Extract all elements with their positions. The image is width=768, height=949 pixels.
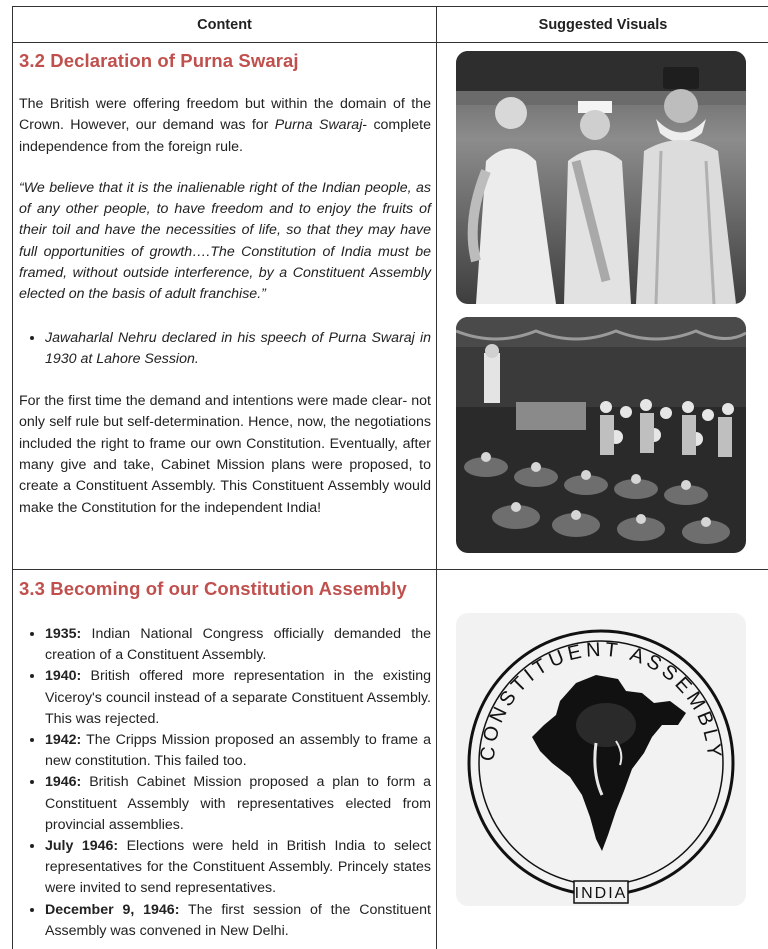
timeline-item: • December 9, 1946: The first session of the Constituent Assembly was convened in New Delhi. — [45, 900, 431, 942]
section-constitution-assembly — [19, 578, 431, 942]
constituent-assembly-emblem — [456, 613, 746, 906]
quote-paragraph: “We believe that it is the inalienable right of the Indian people, as of any other people, to have freedom and to enjoy the fruits of their toil and have the necessities of life, so that they may have full opportunities of growth….The Constitution of India must be framed, without outside interference, by a Constituent Assembly elected on the basis of adult franchise.” — [19, 179, 431, 303]
photo-leaders-walking — [456, 51, 746, 304]
section-heading-purna-swaraj: 3.2 Declaration of Purna Swaraj — [19, 50, 299, 71]
intro-text-b: - complete independence from the foreign rule. — [19, 117, 432, 155]
emblem-top-text: CONSTITUENT ASSEMBLY — [476, 638, 726, 763]
timeline-item: • 1940: British offered more representation in the existing Viceroy's council instead of a separate Constituent Assembly. This was rejected. — [45, 666, 431, 730]
header-suggested-visuals: Suggested Visuals — [436, 6, 768, 43]
emblem-bottom-text: INDIA — [574, 885, 628, 902]
photo-lahore-session-crowd — [456, 317, 746, 553]
section-purna-swaraj — [19, 50, 431, 519]
list-item: • Jawaharlal Nehru declared in his speech of Purna Swaraj in 1930 at Lahore Session. — [45, 328, 431, 370]
quote-attribution-list — [19, 328, 431, 370]
closing-paragraph: For the first time the demand and intentions were made clear- not only self rule but self-determination. Hence, now, the negotiations included the right to frame our own Constitution. Eventually, after many give and take, Cabinet Mission plans were proposed, to create a Constituent Assembly. This Constituent Assembly would make the Constitution for the independent India! — [19, 393, 431, 516]
intro-text-a: The British were offering freedom but within the domain of the Crown. However, our demand was for — [19, 96, 431, 134]
row-divider — [12, 569, 768, 570]
intro-text-emphasis: Purna Swaraj — [274, 117, 363, 134]
timeline-item: • 1935: Indian National Congress officially demanded the creation of a Constituent Assembly. — [45, 624, 431, 666]
intro-paragraph — [19, 94, 431, 158]
table-column-divider — [436, 6, 437, 949]
section-heading-constitution-assembly: 3.3 Becoming of our Constitution Assembly — [19, 578, 407, 599]
timeline-list — [19, 624, 431, 942]
table-border-left — [12, 6, 13, 949]
timeline-item: • 1946: British Cabinet Mission proposed a plan to form a Constituent Assembly with representatives elected from provincial assemblies. — [45, 772, 431, 836]
timeline-item: • 1942: The Cripps Mission proposed an assembly to frame a new constitution. This failed too. — [45, 730, 431, 772]
header-content: Content — [12, 6, 436, 43]
timeline-item: • July 1946: Elections were held in British India to select representatives for the Constituent Assembly. Princely states were invited to send representatives. — [45, 836, 431, 900]
